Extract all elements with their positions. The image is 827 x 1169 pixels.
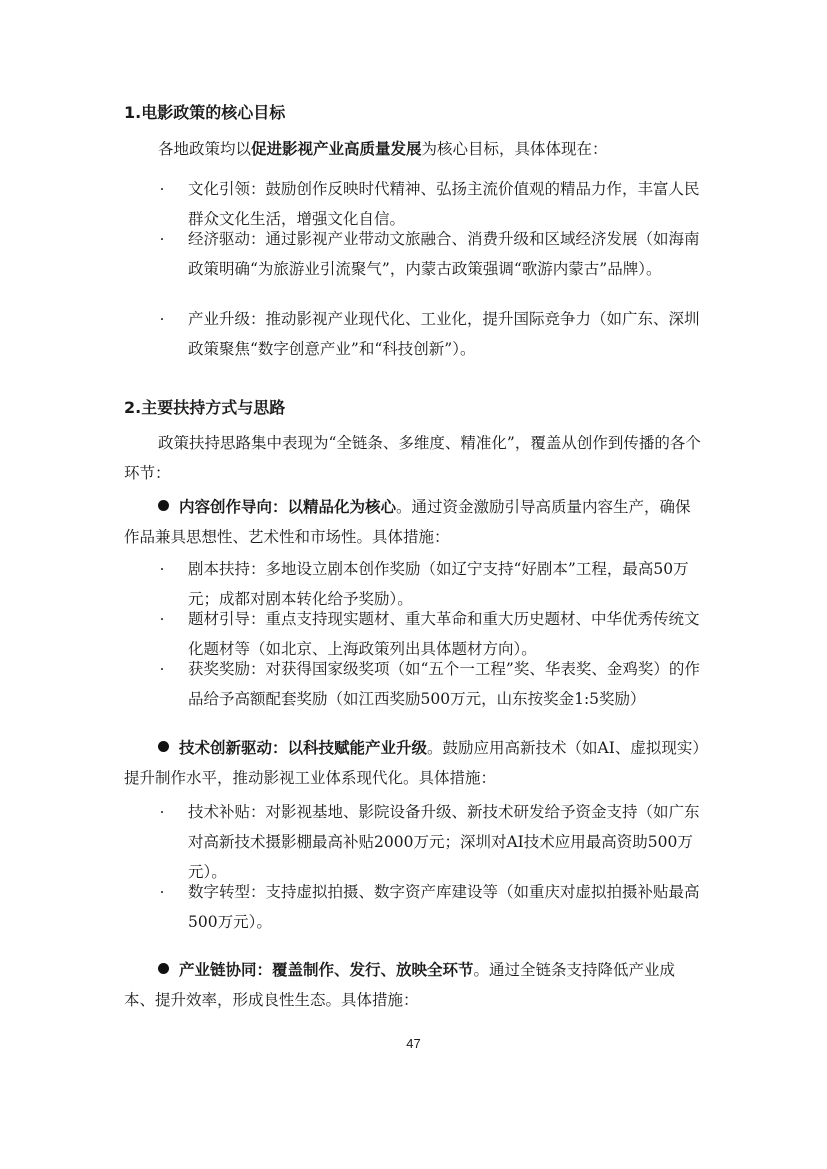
filled-circle-bullet-icon bbox=[158, 741, 169, 752]
filled-circle-bullet-icon bbox=[158, 963, 169, 974]
list-item-text: 技术补贴：对影视基地、影院设备升级、新技术研发给予资金支持（如广东对高新技术摄影棚最高补贴2000万元；深圳对AI技术应用最高资助500万元）。 bbox=[188, 803, 700, 881]
section1-intro bbox=[124, 134, 704, 164]
key-point bbox=[124, 955, 704, 1015]
section2-intro: 政策扶持思路集中表现为“全链条、多维度、精准化”，覆盖从创作到传播的各个环节： bbox=[124, 434, 701, 482]
key-point-title: 技术创新驱动：以科技赋能产业升级 bbox=[179, 739, 428, 757]
list-item-text: 产业升级：推动影视产业现代化、工业化，提升国际竞争力（如广东、深圳政策聚焦“数字创意产业”和“科技创新”）。 bbox=[188, 310, 700, 358]
list-item bbox=[157, 224, 705, 284]
filled-circle-bullet-icon bbox=[158, 500, 169, 511]
bullet-dot-icon: · bbox=[159, 310, 165, 328]
list-item-text: 获奖奖励：对获得国家级奖项（如“五个一工程”奖、华表奖、金鸡奖）的作品给予高额配套奖励（如江西奖励500万元，山东按奖金1:5奖励） bbox=[188, 660, 700, 708]
key-point-title: 内容创作导向：以精品化为核心 bbox=[179, 498, 397, 516]
intro-text: 各地政策均以 bbox=[158, 140, 252, 158]
list-item-text: 题材引导：重点支持现实题材、重大革命和重大历史题材、中华优秀传统文化题材等（如北京、上海政策列出具体题材方向）。 bbox=[188, 610, 700, 658]
list-item bbox=[157, 304, 705, 364]
list-item-text: 经济驱动：通过影视产业带动文旅融合、消费升级和区域经济发展（如海南政策明确“为旅游业引流聚气”，内蒙古政策强调“歌游内蒙古”品牌）。 bbox=[188, 230, 700, 278]
key-point bbox=[124, 492, 704, 552]
key-point-text: 。通过资金激励引导高质量内容生产，确保作品兼具思想性、艺术性和市场性。具体措施： bbox=[124, 498, 691, 546]
bullet-dot-icon: · bbox=[159, 180, 165, 198]
key-point-title: 产业链协同：覆盖制作、发行、放映全环节 bbox=[179, 961, 474, 979]
bullet-dot-icon: · bbox=[159, 230, 165, 248]
list-item bbox=[157, 877, 705, 937]
bullet-dot-icon: · bbox=[159, 803, 165, 821]
section2-heading: 2.主要扶持方式与思路 bbox=[124, 398, 286, 417]
list-item-text: 剧本扶持：多地设立剧本创作奖励（如辽宁支持“好剧本”工程，最高50万元；成都对剧本转化给予奖励）。 bbox=[188, 560, 689, 608]
list-item-text: 数字转型：支持虚拟拍摄、数字资产库建设等（如重庆对虚拟拍摄补贴最高500万元）。 bbox=[188, 883, 700, 931]
bullet-dot-icon: · bbox=[159, 660, 165, 678]
list-item bbox=[157, 797, 705, 887]
key-point-text: 。通过全链条支持降低产业成本、提升效率，形成良性生态。具体措施： bbox=[124, 961, 676, 1009]
bullet-dot-icon: · bbox=[159, 610, 165, 628]
section1-heading: 1.电影政策的核心目标 bbox=[124, 103, 286, 122]
bullet-dot-icon: · bbox=[159, 560, 165, 578]
bullet-dot-icon: · bbox=[159, 883, 165, 901]
intro-text-end: 为核心目标，具体体现在： bbox=[421, 140, 608, 158]
list-item-text: 文化引领：鼓励创作反映时代精神、弘扬主流价值观的精品力作，丰富人民群众文化生活，增强文化自信。 bbox=[188, 180, 700, 228]
list-item bbox=[157, 654, 705, 714]
page-number: 47 bbox=[406, 1036, 421, 1051]
intro-emphasis: 促进影视产业高质量发展 bbox=[251, 140, 422, 158]
key-point-text: 。鼓励应用高新技术（如AI、虚拟现实）提升制作水平，推动影视工业体系现代化。具体措施： bbox=[124, 739, 701, 787]
key-point bbox=[124, 733, 704, 793]
